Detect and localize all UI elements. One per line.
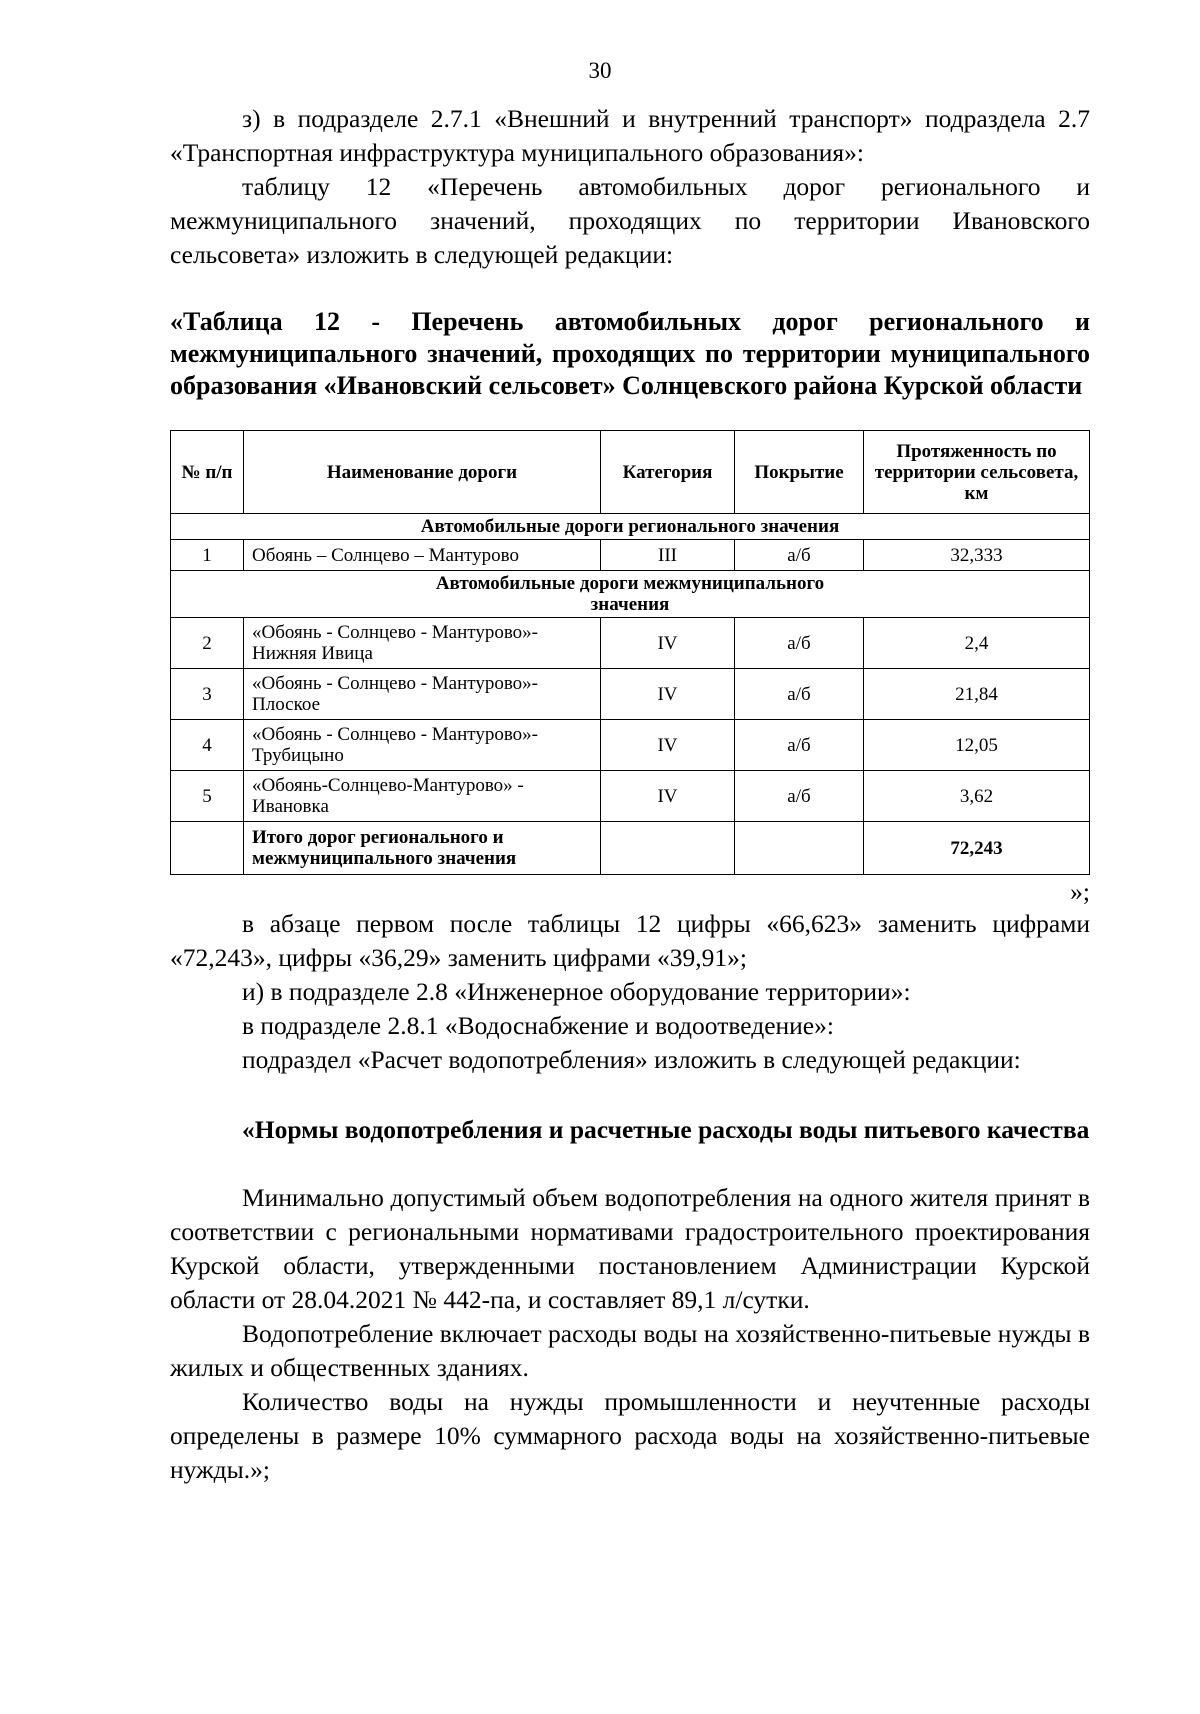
after-paragraph-4: подраздел «Расчет водопотребления» изложить в следующей редакции: xyxy=(242,1045,1021,1074)
header-category: Категория xyxy=(601,431,735,514)
page-number: 30 xyxy=(588,58,612,83)
section-label: Автомобильные дороги межмуниципального значения xyxy=(171,571,1090,618)
row-coverage: а/б xyxy=(735,618,864,669)
row-coverage: а/б xyxy=(735,720,864,771)
intro-paragraph-1: з) в подразделе 2.7.1 «Внешний и внутренний транспорт» подраздела 2.7 «Транспортная инфраструктура муниципального образования»: xyxy=(170,104,1090,167)
row-name: «Обоянь - Солнцево - Мантурово»- Нижняя Ивица xyxy=(244,618,601,669)
after-paragraph-2: и) в подразделе 2.8 «Инженерное оборудование территории»: xyxy=(242,977,911,1006)
table-title: «Таблица 12 - Перечень автомобильных дорог регионального и межмуниципального значений, проходящих по территории муниципального образования «Ивановский сельсовет» Солнцевского района Курской области xyxy=(170,307,1090,400)
row-num: 2 xyxy=(171,618,244,669)
header-length: Протяженность по территории сельсовета, км xyxy=(864,431,1090,514)
table-row xyxy=(171,771,1090,822)
row-name: «Обоянь-Солнцево-Мантурово» - Ивановка xyxy=(244,771,601,822)
table-row xyxy=(171,618,1090,669)
intro-paragraph-2: таблицу 12 «Перечень автомобильных дорог регионального и межмуниципального значений, проходящих по территории Ивановского сельсовета» изложить в следующей редакции: xyxy=(170,172,1090,269)
row-length: 3,62 xyxy=(864,771,1090,822)
row-num: 1 xyxy=(171,540,244,571)
row-num: 5 xyxy=(171,771,244,822)
row-name: «Обоянь - Солнцево - Мантурово»- Плоское xyxy=(244,669,601,720)
header-num: № п/п xyxy=(171,431,244,514)
row-length: 21,84 xyxy=(864,669,1090,720)
water-heading: «Нормы водопотребления и расчетные расходы воды питьевого качества xyxy=(242,1115,1090,1144)
header-name: Наименование дороги xyxy=(244,431,601,514)
table-row xyxy=(171,720,1090,771)
table-row xyxy=(171,540,1090,571)
total-label: Итого дорог регионального и межмуниципального значения xyxy=(244,822,601,875)
row-length: 2,4 xyxy=(864,618,1090,669)
row-coverage: а/б xyxy=(735,771,864,822)
total-value: 72,243 xyxy=(864,822,1090,875)
roads-table xyxy=(170,430,1090,875)
header-coverage: Покрытие xyxy=(735,431,864,514)
row-num: 3 xyxy=(171,669,244,720)
water-paragraph-1: Минимально допустимый объем водопотребления на одного жителя принят в соответствии с региональными нормативами градостроительного проектирования Курской области, утвержденными постановлением Администрации Курской области от 28.04.2021 № 442-па, и составляет 89,1 л/сутки. xyxy=(170,1183,1090,1314)
after-paragraph-1: в абзаце первом после таблицы 12 цифры «66,623» заменить цифрами «72,243», цифры «36,29» заменить цифрами «39,91»; xyxy=(170,909,1090,972)
row-name: «Обоянь - Солнцево - Мантурово»- Трубицыно xyxy=(244,720,601,771)
section-label: Автомобильные дороги регионального значения xyxy=(171,514,1090,540)
row-coverage: а/б xyxy=(735,669,864,720)
table-row xyxy=(171,669,1090,720)
table-header-row xyxy=(171,431,1090,514)
after-paragraph-3: в подразделе 2.8.1 «Водоснабжение и водоотведение»: xyxy=(242,1011,834,1040)
row-length: 32,333 xyxy=(864,540,1090,571)
row-category: IV xyxy=(601,669,735,720)
document-body xyxy=(170,102,1090,1487)
row-num: 4 xyxy=(171,720,244,771)
row-category: IV xyxy=(601,618,735,669)
total-row xyxy=(171,822,1090,875)
section-row-intermunicipal xyxy=(171,571,1090,618)
row-length: 12,05 xyxy=(864,720,1090,771)
row-category: IV xyxy=(601,771,735,822)
water-paragraph-2: Водопотребление включает расходы воды на хозяйственно-питьевые нужды в жилых и общественных зданиях. xyxy=(170,1319,1090,1382)
water-paragraph-3: Количество воды на нужды промышленности и неучтенные расходы определены в размере 10% суммарного расхода воды на хозяйственно-питьевые нужды.»; xyxy=(170,1387,1090,1484)
row-coverage: а/б xyxy=(735,540,864,571)
total-coverage-cell xyxy=(735,822,864,875)
closing-quote: »; xyxy=(1070,877,1090,906)
total-category-cell xyxy=(601,822,735,875)
total-num-cell xyxy=(171,822,244,875)
row-category: III xyxy=(601,540,735,571)
row-category: IV xyxy=(601,720,735,771)
row-name: Обоянь – Солнцево – Мантурово xyxy=(244,540,601,571)
section-row-regional xyxy=(171,514,1090,540)
